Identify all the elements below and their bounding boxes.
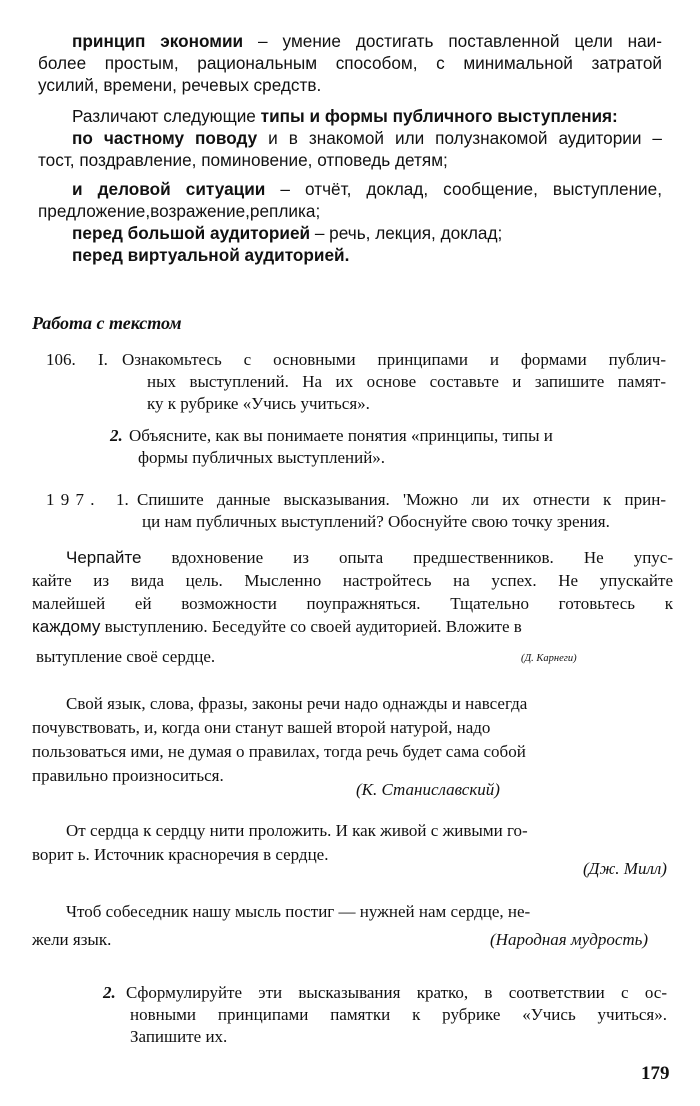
economy-term: принцип экономии xyxy=(72,31,244,51)
exercise-106-line-2: ных выступлений. На их основе составьте и запишите памят- xyxy=(147,372,666,391)
large-term: перед большой аудиторией xyxy=(72,223,311,243)
page-number: 179 xyxy=(641,1063,670,1084)
exercise-106-line-1: Ознакомьтесь с основными принципами и формами публич- xyxy=(122,350,666,369)
exercise-106-number: 106. xyxy=(46,350,76,369)
task-2-line-2: новными принципами памятки к рубрике «Учись учиться». xyxy=(130,1005,667,1024)
quote-stanislavsky-line-1: Свой язык, слова, фразы, законы речи надо однажды и навсегда xyxy=(66,694,528,713)
task-2-marker: 2. xyxy=(103,983,116,1002)
business-line-2: предложение,возражение,реплика; xyxy=(38,201,321,221)
business-line-1: и деловой ситуации – отчёт, доклад, сообщение, выступление, xyxy=(72,179,662,199)
exercise-106-marker-2: 2. xyxy=(110,426,123,445)
economy-line-3: усилий, времени, речевых средств. xyxy=(38,75,322,95)
private-line-1: по частному поводу и в знакомой или полузнакомой аудитории – xyxy=(72,128,662,148)
large-audience-line: перед большой аудиторией – речь, лекция, доклад; xyxy=(72,223,503,243)
quote-carnegie-line-3: малейшей ей возможности поупражняться. Тщательно готовьтесь к xyxy=(32,594,673,613)
quote-stanislavsky-line-2: почувствовать, и, когда они станут вашей второй натурой, надо xyxy=(32,718,491,737)
private-term: по частному поводу xyxy=(72,128,258,148)
quote-mill-line-1: От сердца к сердцу нити проложить. И как живой с живыми го- xyxy=(66,821,528,840)
quote-carnegie-line-5: вытупление своё сердце. xyxy=(36,647,216,666)
quote-folk-author: (Народная мудрость) xyxy=(490,930,649,949)
section-title: Работа с текстом xyxy=(32,313,182,333)
quote-mill-author: (Дж. Милл) xyxy=(583,859,667,878)
quote-carnegie-line-4: каждому выступлению. Беседуйте со своей аудиторией. Вложите в xyxy=(32,617,522,636)
quote-mill-line-2: ворит ь. Источник красноречия в сердце. xyxy=(32,845,329,864)
virtual-audience-line xyxy=(72,244,349,266)
virtual-term: перед виртуальной аудиторией. xyxy=(72,245,350,265)
quote-folk-line-2: жели язык. xyxy=(32,930,112,949)
exercise-106-marker-1: I. xyxy=(98,350,108,369)
private-line-2: тост, поздравление, поминовение, отповедь детям; xyxy=(38,150,448,170)
business-term: и деловой ситуации xyxy=(72,179,266,199)
exercise-197-line-2: ци нам публичных выступлений? Обоснуйте свою точку зрения. xyxy=(142,512,610,531)
quote-stanislavsky-line-4: правильно произноситься. xyxy=(32,766,224,785)
economy-line-1: принцип экономии – умение достигать поставленной цели наи- xyxy=(72,31,663,51)
economy-line-2: более простым, рациональным способом, с минимальной затратой xyxy=(38,53,662,73)
quote-carnegie-author: (Д. Карнеги) xyxy=(521,653,577,664)
exercise-106-line-3: ку к рубрике «Учись учиться». xyxy=(147,394,370,413)
quote-folk-line-1: Чтоб собеседник нашу мысль постиг — нужней нам сердце, не- xyxy=(66,902,531,921)
quote-carnegie-line-2: кайте из вида цель. Мысленно настройтесь на успех. Не упускайте xyxy=(32,571,673,590)
quote-carnegie-line-1: Черпайте вдохновение из опыта предшественников. Не упус- xyxy=(66,548,674,567)
exercise-197-number: 1 9 7 . xyxy=(46,490,96,509)
task-2-line-1: Сформулируйте эти высказывания кратко, в соответствии с ос- xyxy=(126,983,667,1002)
exercise-197-line-1: Спишите данные высказывания. 'Можно ли их отнести к прин- xyxy=(137,490,666,509)
types-heading: типы и формы публичного выступления: xyxy=(260,106,618,126)
types-intro-line: Различают следующие типы и формы публичного выступления: xyxy=(72,106,618,126)
exercise-106-line-4: Объясните, как вы понимаете понятия «принципы, типы и xyxy=(129,426,553,445)
task-2-line-3: Запишите их. xyxy=(130,1027,228,1046)
quote-stanislavsky-author: (К. Станиславский) xyxy=(356,780,500,799)
exercise-106-line-5: формы публичных выступлений». xyxy=(138,448,386,467)
quote-stanislavsky-line-3: пользоваться ими, не думая о правилах, тогда речь будет сама собой xyxy=(32,742,526,761)
exercise-197-marker: 1. xyxy=(116,490,129,509)
